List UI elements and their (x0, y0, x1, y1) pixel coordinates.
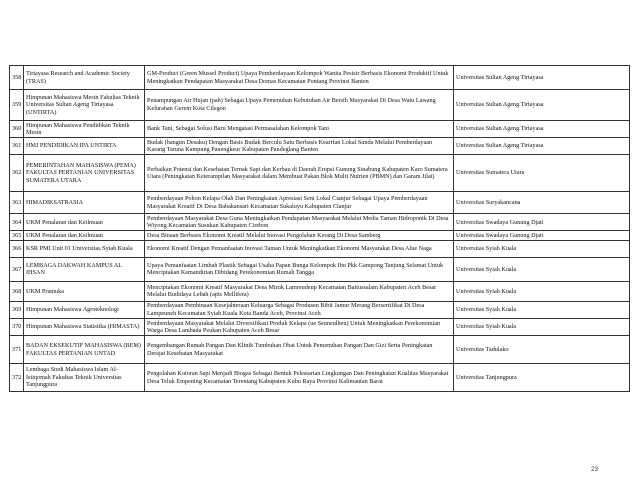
university-name: Universitas Tanjungpura (454, 364, 630, 392)
university-name: Universitas Syiah Kuala (454, 319, 630, 336)
program-title: Penampungan Air Hujan (pah) Sebagai Upaya Pemenuhan Kebutuhan Air Bersih Masyarakat Di Desa Watu Lawang Kelurahan Gerem Kota Cilegon (145, 90, 454, 121)
program-title: Bank Tani, Sebagai Solusi Baru Mengatasi Permasalahan Kelompok Tani (145, 121, 454, 138)
table-row (10, 121, 630, 138)
organization-name: Himpunan Mahasiswa Agroteknologi (24, 301, 145, 318)
program-title: Desa Binaan Berbasis Ekonomi Kreatif Melalui Inovasi Pengolahan Kerang Di Desa Samberg (145, 231, 454, 241)
organization-name: Himpunan Mahasiswa Pendidikan Teknik Mesin (24, 121, 145, 138)
table-row (10, 364, 630, 392)
row-number: 367 (10, 257, 24, 281)
row-number: 372 (10, 364, 24, 392)
program-title: Budak (bangun Desaku) Dengan Basis Budak Berculu Satu Berbasis Kearifan Lokal Sunda Melalui Pemberdayaan Karang Taruna Kampung Panengkeur Kabupaten Pandeglang Banten (145, 138, 454, 155)
organization-name: UKM Penalaran dan Keilmuan (24, 231, 145, 241)
university-name: Universitas Syiah Kuala (454, 301, 630, 318)
university-name: Universitas Sultan Ageng Tirtayasa (454, 90, 630, 121)
organization-name: Himpunan Mahasiswa Mesin Fakultas Teknik Universitas Sultan Ageng Tirtayasa (UNTIRTA) (24, 90, 145, 121)
university-name: Universitas Sultan Ageng Tirtayasa (454, 66, 630, 90)
university-name: Universitas Swadaya Gunung Djati (454, 214, 630, 231)
row-number: 361 (10, 138, 24, 155)
table-row (10, 336, 630, 364)
table-row (10, 240, 630, 257)
organization-name: Tirtayasa Research and Academic Society (TRAS) (24, 66, 145, 90)
table-row (10, 231, 630, 241)
program-title: Pemberdayaan Pembinaan Kesejahteraan Keluarga Sebagai Produsen Bibit Jamur Merang Bersertifikat Di Desa Lampeuneh Kecamatan Syiah Kuala Kota Banda Aceh, Provinsi Aceh (145, 301, 454, 318)
table-row (10, 214, 630, 231)
program-title: Pengolahan Kotoran Sapi Menjadi Biogas Sebagai Bentuk Pelestarian Lingkungan Dan Peningkatan Kualitas Masyarakat Desa Teluk Empening Kecamatan Terentang Kabupaten Kubu Raya Provinsi Kalimantan Barat (145, 364, 454, 392)
university-name: Universitas Syiah Kuala (454, 257, 630, 281)
row-number: 371 (10, 336, 24, 364)
organization-name: PEMERINTAHAN MAHASISWA (PEMA) FAKULTAS PERTANIAN UNIVERSITAS SUMATERA UTARA (24, 155, 145, 192)
university-name: Universitas Syiah Kuala (454, 240, 630, 257)
page-number: 23 (591, 466, 598, 473)
program-title: Ekonomi Kreatif Dengan Pemanfaatan Inovasi Taman Untuk Meningkatkan Ekonomi Masyarakat Desa Alue Naga (145, 240, 454, 257)
university-name: Universitas Suryakancana (454, 192, 630, 214)
organization-name: Lembaga Studi Mahasiswa Islam Al-Istiqomah Fakultas Teknik Universitas Tanjungpura (24, 364, 145, 392)
program-title: Upaya Pemanfaatan Limbah Plastik Sebagai Usaha Papan Bunga Kelompok Ibu Pkk Gampong Tanjung Selamat Untuk Menciptakan Kemandirian Dibidang Perekonomian Rumah Tangga (145, 257, 454, 281)
organization-name: BADAN EKSEKUTIF MAHASISWA (BEM) FAKULTAS PERTANIAN UNTAD (24, 336, 145, 364)
organization-name: HIMADIKSATRASIA (24, 192, 145, 214)
table-row (10, 301, 630, 318)
table-row (10, 138, 630, 155)
row-number: 359 (10, 90, 24, 121)
table-row (10, 257, 630, 281)
university-name: Universitas Sultan Ageng Tirtayasa (454, 138, 630, 155)
table-row (10, 319, 630, 336)
organization-name: HMJ PENDIDIKAN IPA UNTIRTA (24, 138, 145, 155)
university-name: Universitas Swadaya Gunung Djati (454, 231, 630, 241)
row-number: 365 (10, 231, 24, 241)
table-row (10, 281, 630, 301)
row-number: 363 (10, 192, 24, 214)
row-number: 360 (10, 121, 24, 138)
table-row (10, 90, 630, 121)
program-title: Menciptakan Ekonomi Kreatif Masyarakat Desa Miruk Lamreudeup Kecamatan Baitussalam Kabupaten Aceh Besar Melalui Budidaya Lebah (apis Mellifera) (145, 281, 454, 301)
table-row (10, 192, 630, 214)
table-row (10, 155, 630, 192)
organization-name: KSR PMI Unit 01 Universitas Syiah Kuala (24, 240, 145, 257)
university-name: Universitas Tadulako (454, 336, 630, 364)
organization-name: LEMBAGA DAKWAH KAMPUS AL IHSAN (24, 257, 145, 281)
program-table-body (10, 66, 630, 392)
table-row (10, 66, 630, 90)
row-number: 364 (10, 214, 24, 231)
row-number: 369 (10, 301, 24, 318)
row-number: 358 (10, 66, 24, 90)
row-number: 366 (10, 240, 24, 257)
program-title: GM-Product (Green Mussel Product) Upaya Pemberdayaan Kelompok Wanita Pesisir Berbasis Ekonomi Produktif Untuk Meningkatkan Pendapatan Masyarakat Desa Domas Kecamatan Pontang Provinsi Banten (145, 66, 454, 90)
program-title: Pengembangan Rumah Pangan Dan Klinik Tumbuhan Obat Untuk Pemenuhan Pangan Dan Gizi Serta Peningkatan Derajat Kesehatan Masyarakat (145, 336, 454, 364)
university-name: Universitas Sumatera Utara (454, 155, 630, 192)
program-title: Pemberdayaan Masyarakat Desa Guna Meningkatkan Pendapatan Masyarakat Melalui Media Taman Hidroponik Di Desa Wiyong Kecamatan Susukan Kabupaten Cirebon (145, 214, 454, 231)
program-title: Pemberdayaan Masyarakat Melalui Diversifikasi Produk Kelapa (ue Seuneulheu) Untuk Meningkatkan Perekonomian Warga Desa Lambada Peukan Kabupaten Aceh Besar (145, 319, 454, 336)
program-table (9, 65, 630, 392)
program-title: Pemberdayaan Pohon Kelapa Olah Dan Peningkatan Apresiasi Seni Lokal Cianjur Sebagai Upaya Pemberdayaan Masyarakat Kreatif Di Desa Babakansari Kecamatan Sukaluyu Kabupaten Cianjur (145, 192, 454, 214)
university-name: Universitas Syiah Kuala (454, 281, 630, 301)
row-number: 362 (10, 155, 24, 192)
organization-name: UKM Pramuka (24, 281, 145, 301)
university-name: Universitas Sultan Ageng Tirtayasa (454, 121, 630, 138)
row-number: 368 (10, 281, 24, 301)
row-number: 370 (10, 319, 24, 336)
program-title: Perbaikan Potensi dan Kesehatan Ternak Sapi dan Kerbau di Daerah Erupsi Gunung Sinabung Kabupaten Karo Sumatera Utara (Peningkatan Keterampilan Masyarakat dalam Membuat Pakan Blok Multi Nutrien (PBMN) dan Garam Jilat) (145, 155, 454, 192)
organization-name: UKM Penalaran dan Keilmuan (24, 214, 145, 231)
organization-name: Himpunan Mahasiswa Statistika (HIMASTA) (24, 319, 145, 336)
